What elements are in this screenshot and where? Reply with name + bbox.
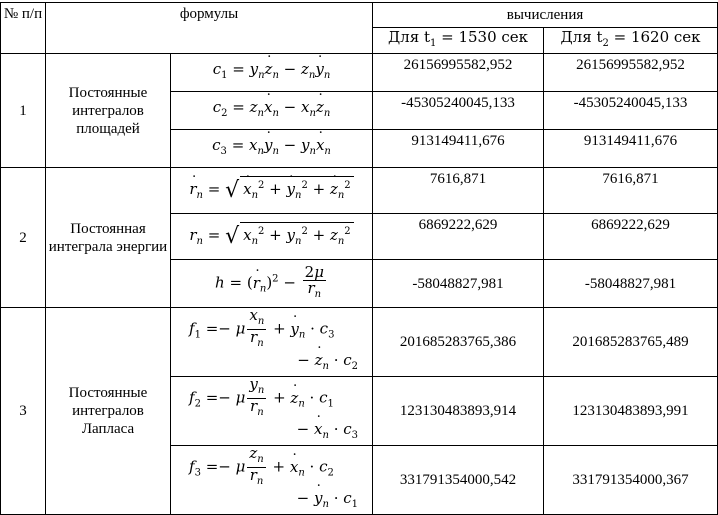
header-num: № п/п	[1, 3, 46, 54]
group-3-name: Постоянные интегралов Лапласа	[46, 308, 171, 515]
results-table	[0, 2, 718, 515]
formula-c3: $c_3 = x_ny$ $˙_n - y_nx$ $˙_n$	[171, 130, 373, 168]
value-2-1-t1: 7616,871	[373, 168, 544, 214]
value-3-2-t1: 123130483893,914	[373, 377, 544, 446]
value-3-1-t2: 201685283765,489	[544, 308, 718, 377]
formula-f1: $f_1 =- \mu$ $\frac{x_n}{r_n}$ + y $˙_n \cdot c_3$ − z $˙_n \cdot c_2$	[171, 308, 373, 377]
header-calc: вычисления	[373, 3, 718, 28]
value-3-2-t2: 123130483893,991	[544, 377, 718, 446]
value-1-3-t1: 913149411,676	[373, 130, 544, 168]
value-3-1-t1: 201685283765,386	[373, 308, 544, 377]
group-3-num: 3	[1, 308, 46, 515]
value-2-2-t2: 6869222,629	[544, 214, 718, 260]
value-1-1-t2: 26156995582,952	[544, 54, 718, 92]
value-1-3-t2: 913149411,676	[544, 130, 718, 168]
formula-c2: $c_2 = z_nx$ $˙_n - x_nz$ $˙_n$	[171, 92, 373, 130]
value-1-2-t2: -45305240045,133	[544, 92, 718, 130]
formula-h: h = (r $˙_n)^2$ − $\frac{2\mu}{r_n}$	[171, 260, 373, 308]
value-2-3-t2: -58048827,981	[544, 260, 718, 308]
group-1-name: Постоянные интегралов площадей	[46, 54, 171, 168]
group-2-name: Постоянная интеграла энергии	[46, 168, 171, 308]
formula-f3: $f_3 =- \mu$ $\frac{z_n}{r_n}$ + x $˙_n \cdot c_2$ − y $˙_n \cdot c_1$	[171, 446, 373, 515]
value-3-3-t2: 331791354000,367	[544, 446, 718, 515]
header-formulas: формулы	[46, 3, 373, 54]
formula-f2: $f_2 =- \mu$ $\frac{y_n}{r_n}$ + z $˙_n \cdot c_1$ − x $˙_n \cdot c_3$	[171, 377, 373, 446]
header-t2: Для $t_2 = 1620$ сек	[544, 28, 718, 54]
value-1-2-t1: -45305240045,133	[373, 92, 544, 130]
group-1-num: 1	[1, 54, 46, 168]
header-t1: Для $t_1 = 1530$ сек	[373, 28, 544, 54]
value-2-3-t1: -58048827,981	[373, 260, 544, 308]
formula-rdot: r $˙_n$ = √ x $˙_n^2 + y$ $˙_n^2 + z$ $˙_n^2$	[171, 168, 373, 214]
formula-r: $r_n$ = √ $x_n^2 + y_n^2 + z_n^2$	[171, 214, 373, 260]
value-2-1-t2: 7616,871	[544, 168, 718, 214]
value-2-2-t1: 6869222,629	[373, 214, 544, 260]
group-2-num: 2	[1, 168, 46, 308]
value-3-3-t1: 331791354000,542	[373, 446, 544, 515]
value-1-1-t1: 26156995582,952	[373, 54, 544, 92]
formula-c1: $c_1 = y_nz$ $˙_n - z_ny$ $˙_n$	[171, 54, 373, 92]
